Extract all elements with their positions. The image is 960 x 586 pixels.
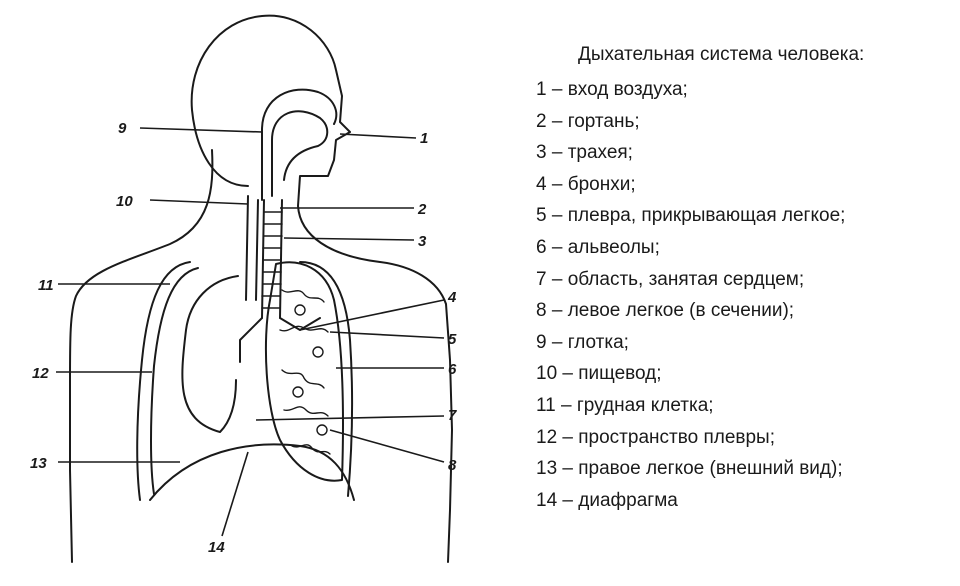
legend-item: 3 – трахея; <box>536 142 633 164</box>
callout-10: 10 <box>116 193 133 210</box>
legend-item: 5 – плевра, прикрывающая легкое; <box>536 205 846 227</box>
body-outline-left <box>70 150 212 562</box>
legend-item: 2 – гортань; <box>536 110 640 132</box>
callout-5: 5 <box>448 331 457 348</box>
legend-item: 8 – левое легкое (в сечении); <box>536 300 795 322</box>
leader-14 <box>222 452 248 536</box>
legend-item: 7 – область, занятая сердцем; <box>536 268 805 290</box>
callout-8: 8 <box>448 457 457 474</box>
callout-1: 1 <box>420 130 429 147</box>
legend-item: 9 – глотка; <box>536 331 629 353</box>
callout-14: 14 <box>208 539 225 556</box>
legend-item: 6 – альвеолы; <box>536 236 660 258</box>
esophagus <box>246 196 258 300</box>
callout-13: 13 <box>30 455 47 472</box>
callout-4: 4 <box>448 289 457 306</box>
leader-10 <box>150 200 248 204</box>
legend-item: 10 – пищевод; <box>536 363 662 385</box>
legend <box>536 44 956 516</box>
bronchi <box>240 318 320 362</box>
trachea <box>262 200 282 318</box>
callout-2: 2 <box>418 201 427 218</box>
callout-11: 11 <box>38 277 54 294</box>
leader-8 <box>330 430 444 462</box>
leader-4 <box>300 300 444 330</box>
legend-item: 4 – бронхи; <box>536 173 636 195</box>
right-lung <box>182 276 238 432</box>
callout-12: 12 <box>32 365 49 382</box>
legend-list <box>536 74 956 516</box>
leader-5 <box>330 332 444 338</box>
leader-1 <box>340 134 416 138</box>
callout-7: 7 <box>448 407 457 424</box>
legend-item: 14 – диафрагма <box>536 489 678 511</box>
callout-3: 3 <box>418 233 427 250</box>
body-outline <box>192 16 452 562</box>
alveoli <box>280 290 330 454</box>
legend-item: 12 – пространство плевры; <box>536 426 775 448</box>
leader-7 <box>256 416 444 420</box>
diaphragm <box>150 444 354 500</box>
legend-item: 1 – вход воздуха; <box>536 79 688 100</box>
leader-9 <box>140 128 262 132</box>
legend-title: Дыхательная система человека: <box>578 44 865 65</box>
legend-item: 11 – грудная клетка; <box>536 394 714 416</box>
callout-9: 9 <box>118 120 127 137</box>
callout-6: 6 <box>448 361 457 378</box>
ribcage <box>137 262 198 500</box>
leader-3 <box>284 238 414 240</box>
legend-item: 13 – правое легкое (внешний вид); <box>536 458 843 480</box>
